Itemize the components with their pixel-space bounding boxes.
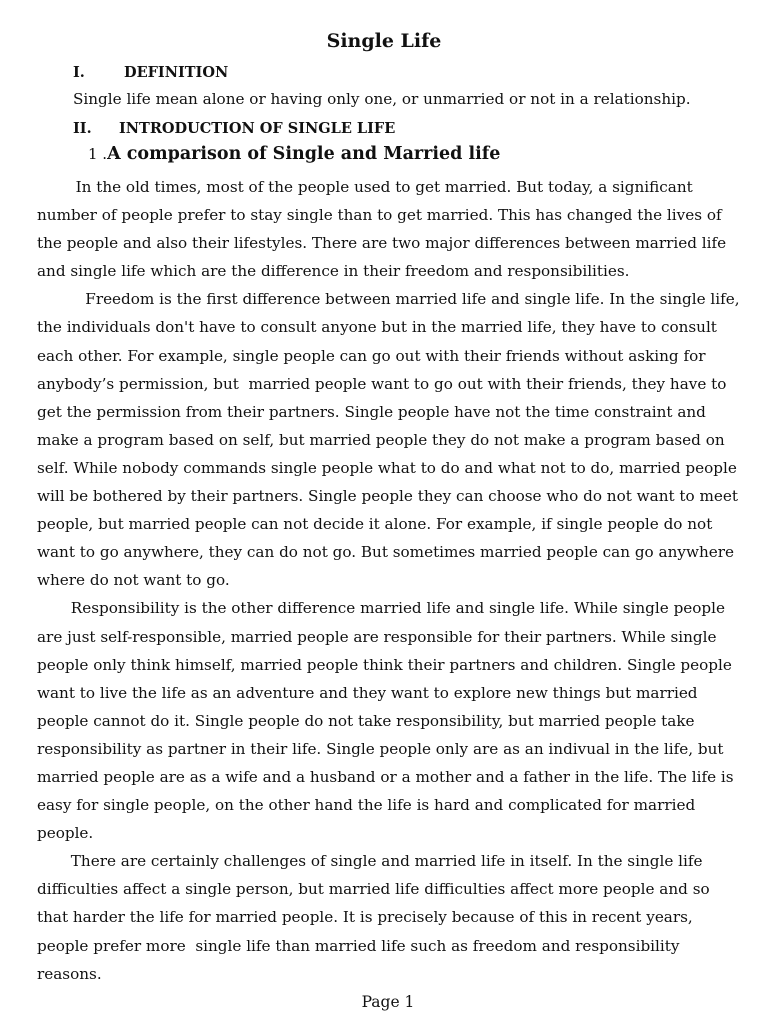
section-1-title: DEFINITION [124, 64, 229, 81]
section-1-heading [73, 64, 228, 81]
paragraph: In the old times, most of the people used to get married. But today, a significant number of people prefer to stay single than to get married. This has changed the lives of the people and also their lifestyles. There are two major differences between married life and single life which are the difference in their freedom and responsibilities. [37, 178, 727, 281]
section-2-title: INTRODUCTION OF SINGLE LIFE [119, 120, 396, 137]
definition-text: Single life mean alone or having only one, or unmarried or not in a relationship. [73, 90, 691, 108]
section-2-number: II. [73, 120, 92, 137]
paragraph: Freedom is the first difference between married life and single life. In the single life, the individuals don't have to consult anyone but in the married life, they have to consult each other. For example, single people can go out with their friends without asking for anybody’s permission, but married people want to go out with their friends, they have to get the permission from their partners. Single people have not the time constraint and make a program based on self, but married people they do not make a program based on self. While nobody commands single people what to do and what not to do, married people will be bothered by their partners. Single people they can choose who do not want to meet people, but married people can not decide it alone. For example, if single people do not want to go anywhere, they can do not go. But sometimes married people can go anywhere where do not want to go. [37, 290, 740, 590]
subsection-number: 1 . [88, 145, 108, 163]
document-title: Single Life [326, 30, 442, 52]
page-number: Page 1 [361, 993, 415, 1011]
body-text [37, 173, 743, 988]
subsection-heading [88, 144, 500, 164]
section-1-number: I. [73, 64, 85, 81]
subsection-title: A comparison of Single and Married life [107, 144, 501, 164]
section-2-heading [73, 120, 395, 137]
paragraph: Responsibility is the other difference married life and single life. While single people are just self-responsible, married people are responsible for their partners. While single people only think himself, married people think their partners and children. Single people want to live the life as an adventure and they want to explore new things but married people cannot do it. Single people do not take responsibility, but married people take responsibility as partner in their life. Single people only are as an indivual in the life, but married people are as a wife and a husband or a mother and a father in the life. The life is easy for single people, on the other hand the life is hard and complicated for married people. [37, 599, 734, 843]
paragraph: There are certainly challenges of single and married life in itself. In the single life difficulties affect a single person, but married life difficulties affect more people and so that harder the life for married people. It is precisely because of this in recent years, people prefer more single life than married life such as freedom and responsibility reasons. [37, 852, 710, 983]
